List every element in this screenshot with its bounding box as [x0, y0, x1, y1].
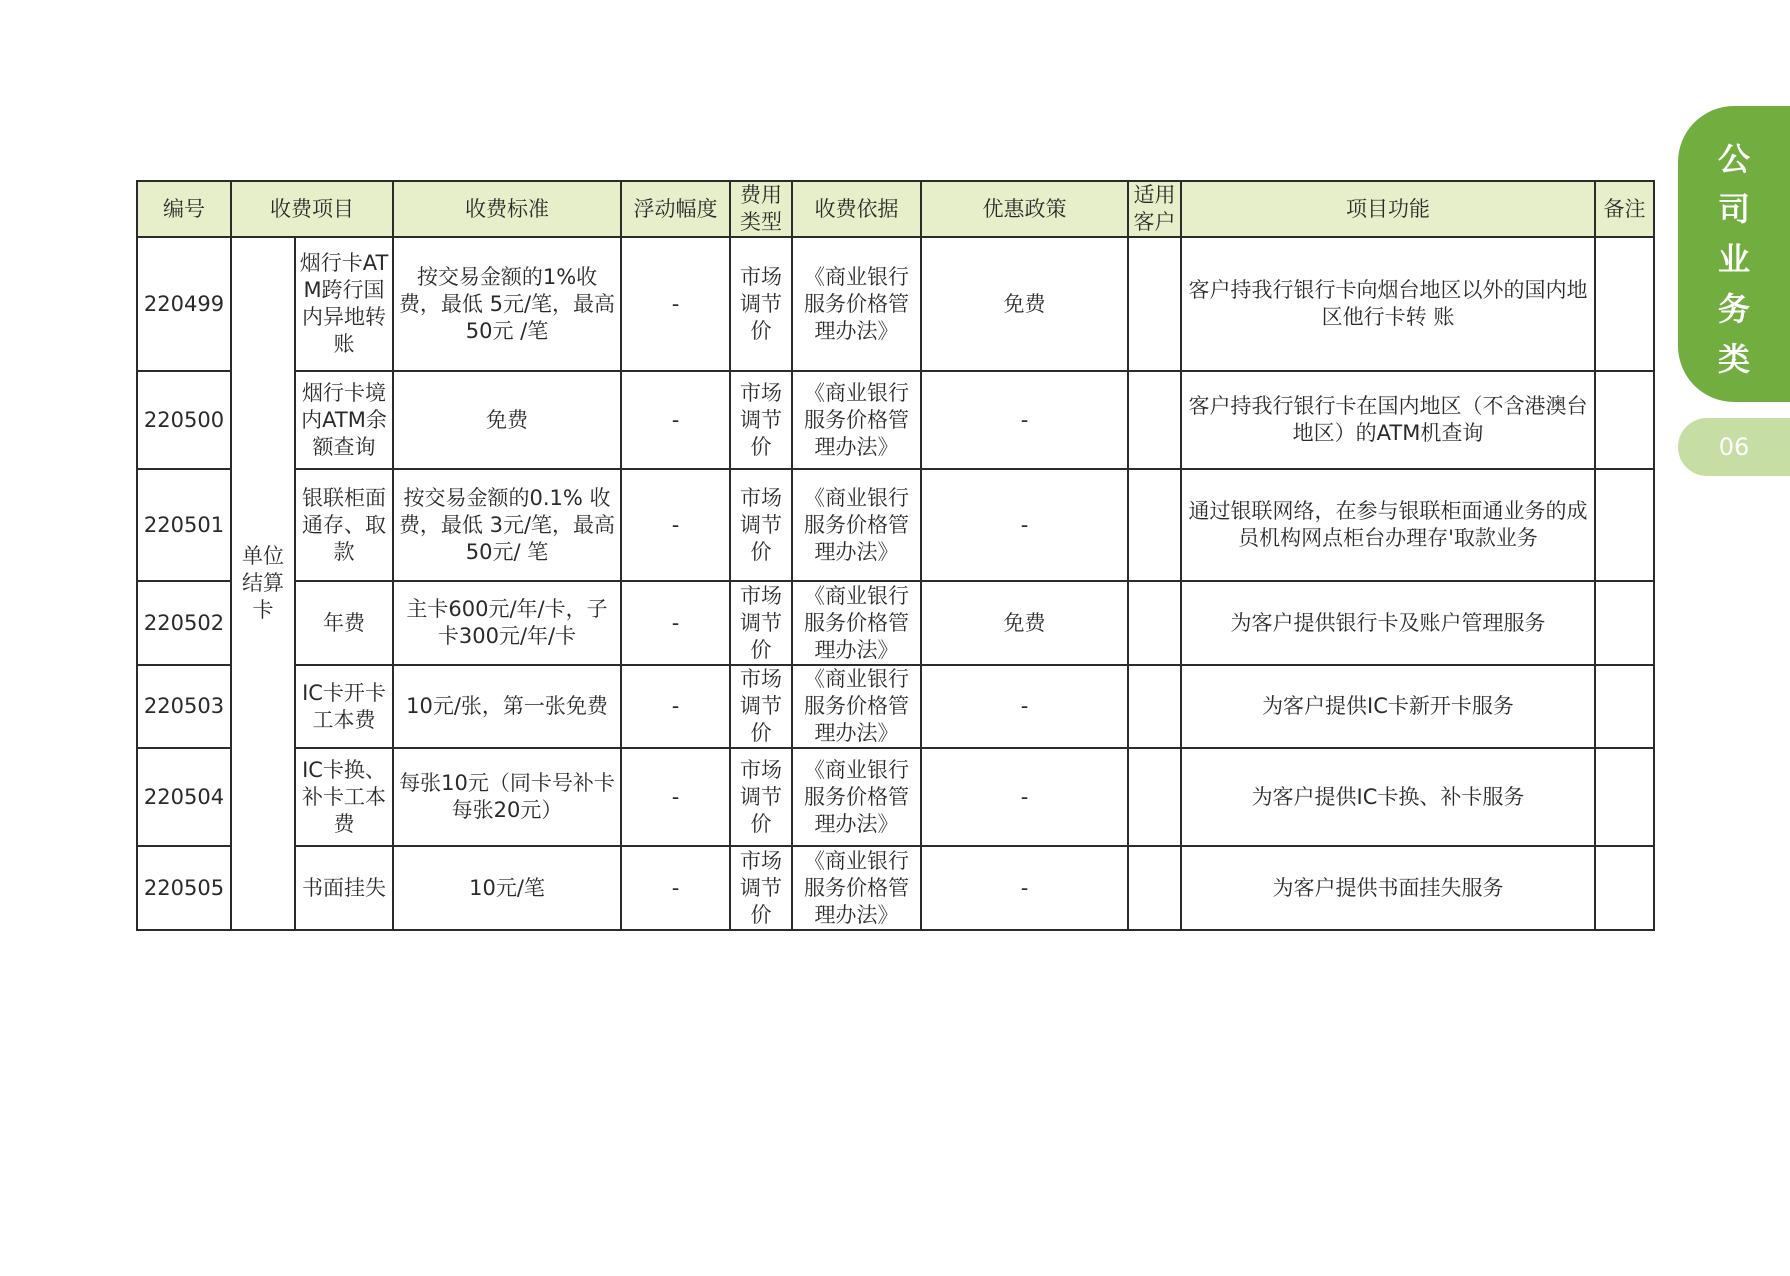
fee-type: 市场调节价	[730, 748, 792, 846]
fee-item: 书面挂失	[295, 846, 393, 930]
fee-type: 市场调节价	[730, 581, 792, 665]
section-tab	[1678, 106, 1790, 402]
item-function: 客户持我行银行卡向烟台地区以外的国内地区他行卡转 账	[1181, 237, 1595, 371]
header-cell: 收费标准	[393, 181, 621, 237]
applicable-customer	[1128, 469, 1181, 581]
section-tab-title: 公司业务类	[1718, 140, 1751, 378]
fee-standard: 按交易金额的0.1% 收费，最低 3元/笔，最高50元/ 笔	[393, 469, 621, 581]
fee-code: 220501	[137, 469, 231, 581]
table-row	[137, 846, 1654, 930]
fee-code: 220504	[137, 748, 231, 846]
fee-standard: 每张10元（同卡号补卡每张20元）	[393, 748, 621, 846]
applicable-customer	[1128, 846, 1181, 930]
table-row	[137, 665, 1654, 748]
fee-table	[136, 180, 1655, 931]
fee-code: 220502	[137, 581, 231, 665]
table-row	[137, 581, 1654, 665]
discount-policy: -	[921, 846, 1128, 930]
applicable-customer	[1128, 665, 1181, 748]
remark	[1595, 665, 1654, 748]
fee-standard: 免费	[393, 371, 621, 469]
fee-standard: 10元/笔	[393, 846, 621, 930]
fee-item: IC卡换、补卡工本费	[295, 748, 393, 846]
fee-type: 市场调节价	[730, 665, 792, 748]
remark	[1595, 237, 1654, 371]
table-header-row	[137, 181, 1654, 237]
discount-policy: -	[921, 469, 1128, 581]
header-cell: 收费依据	[792, 181, 921, 237]
fee-code: 220499	[137, 237, 231, 371]
table-row	[137, 237, 1654, 371]
fee-item: 烟行卡境内ATM余额查询	[295, 371, 393, 469]
header-cell: 适用客户	[1128, 181, 1181, 237]
fee-item: 年费	[295, 581, 393, 665]
discount-policy: -	[921, 748, 1128, 846]
fee-type: 市场调节价	[730, 469, 792, 581]
remark	[1595, 748, 1654, 846]
fee-standard: 10元/张，第一张免费	[393, 665, 621, 748]
fee-code: 220503	[137, 665, 231, 748]
header-cell: 优惠政策	[921, 181, 1128, 237]
item-function: 为客户提供书面挂失服务	[1181, 846, 1595, 930]
discount-policy: -	[921, 665, 1128, 748]
float-range: -	[621, 237, 730, 371]
discount-policy: 免费	[921, 237, 1128, 371]
page-number: 06	[1678, 418, 1790, 476]
discount-policy: 免费	[921, 581, 1128, 665]
fee-item: 烟行卡ATM跨行国内异地转账	[295, 237, 393, 371]
applicable-customer	[1128, 581, 1181, 665]
item-function: 为客户提供银行卡及账户管理服务	[1181, 581, 1595, 665]
float-range: -	[621, 581, 730, 665]
header-cell: 项目功能	[1181, 181, 1595, 237]
fee-basis: 《商业银行服务价格管理办法》	[792, 748, 921, 846]
fee-type: 市场调节价	[730, 371, 792, 469]
header-cell: 浮动幅度	[621, 181, 730, 237]
fee-code: 220500	[137, 371, 231, 469]
header-cell: 费用类型	[730, 181, 792, 237]
remark	[1595, 469, 1654, 581]
item-function: 客户持我行银行卡在国内地区（不含港澳台地区）的ATM机查询	[1181, 371, 1595, 469]
item-function: 为客户提供IC卡换、补卡服务	[1181, 748, 1595, 846]
fee-type: 市场调节价	[730, 237, 792, 371]
remark	[1595, 846, 1654, 930]
fee-basis: 《商业银行服务价格管理办法》	[792, 665, 921, 748]
float-range: -	[621, 665, 730, 748]
applicable-customer	[1128, 237, 1181, 371]
header-cell: 备注	[1595, 181, 1654, 237]
applicable-customer	[1128, 748, 1181, 846]
discount-policy: -	[921, 371, 1128, 469]
item-function: 为客户提供IC卡新开卡服务	[1181, 665, 1595, 748]
item-function: 通过银联网络，在参与银联柜面通业务的成员机构网点柜台办理存'取款业务	[1181, 469, 1595, 581]
float-range: -	[621, 846, 730, 930]
table-row	[137, 748, 1654, 846]
category-cell: 单位结算卡	[231, 237, 295, 930]
fee-basis: 《商业银行服务价格管理办法》	[792, 237, 921, 371]
fee-code: 220505	[137, 846, 231, 930]
fee-standard: 主卡600元/年/卡，子卡300元/年/卡	[393, 581, 621, 665]
fee-standard: 按交易金额的1%收 费，最低 5元/笔，最高 50元 /笔	[393, 237, 621, 371]
fee-basis: 《商业银行服务价格管理办法》	[792, 846, 921, 930]
fee-item: 银联柜面通存、取款	[295, 469, 393, 581]
float-range: -	[621, 748, 730, 846]
fee-basis: 《商业银行服务价格管理办法》	[792, 371, 921, 469]
applicable-customer	[1128, 371, 1181, 469]
header-cell: 编号	[137, 181, 231, 237]
remark	[1595, 581, 1654, 665]
header-cell: 收费项目	[231, 181, 393, 237]
fee-item: IC卡开卡工本费	[295, 665, 393, 748]
float-range: -	[621, 469, 730, 581]
fee-basis: 《商业银行服务价格管理办法》	[792, 469, 921, 581]
table-row	[137, 371, 1654, 469]
fee-type: 市场调节价	[730, 846, 792, 930]
table-row	[137, 469, 1654, 581]
fee-basis: 《商业银行服务价格管理办法》	[792, 581, 921, 665]
float-range: -	[621, 371, 730, 469]
remark	[1595, 371, 1654, 469]
